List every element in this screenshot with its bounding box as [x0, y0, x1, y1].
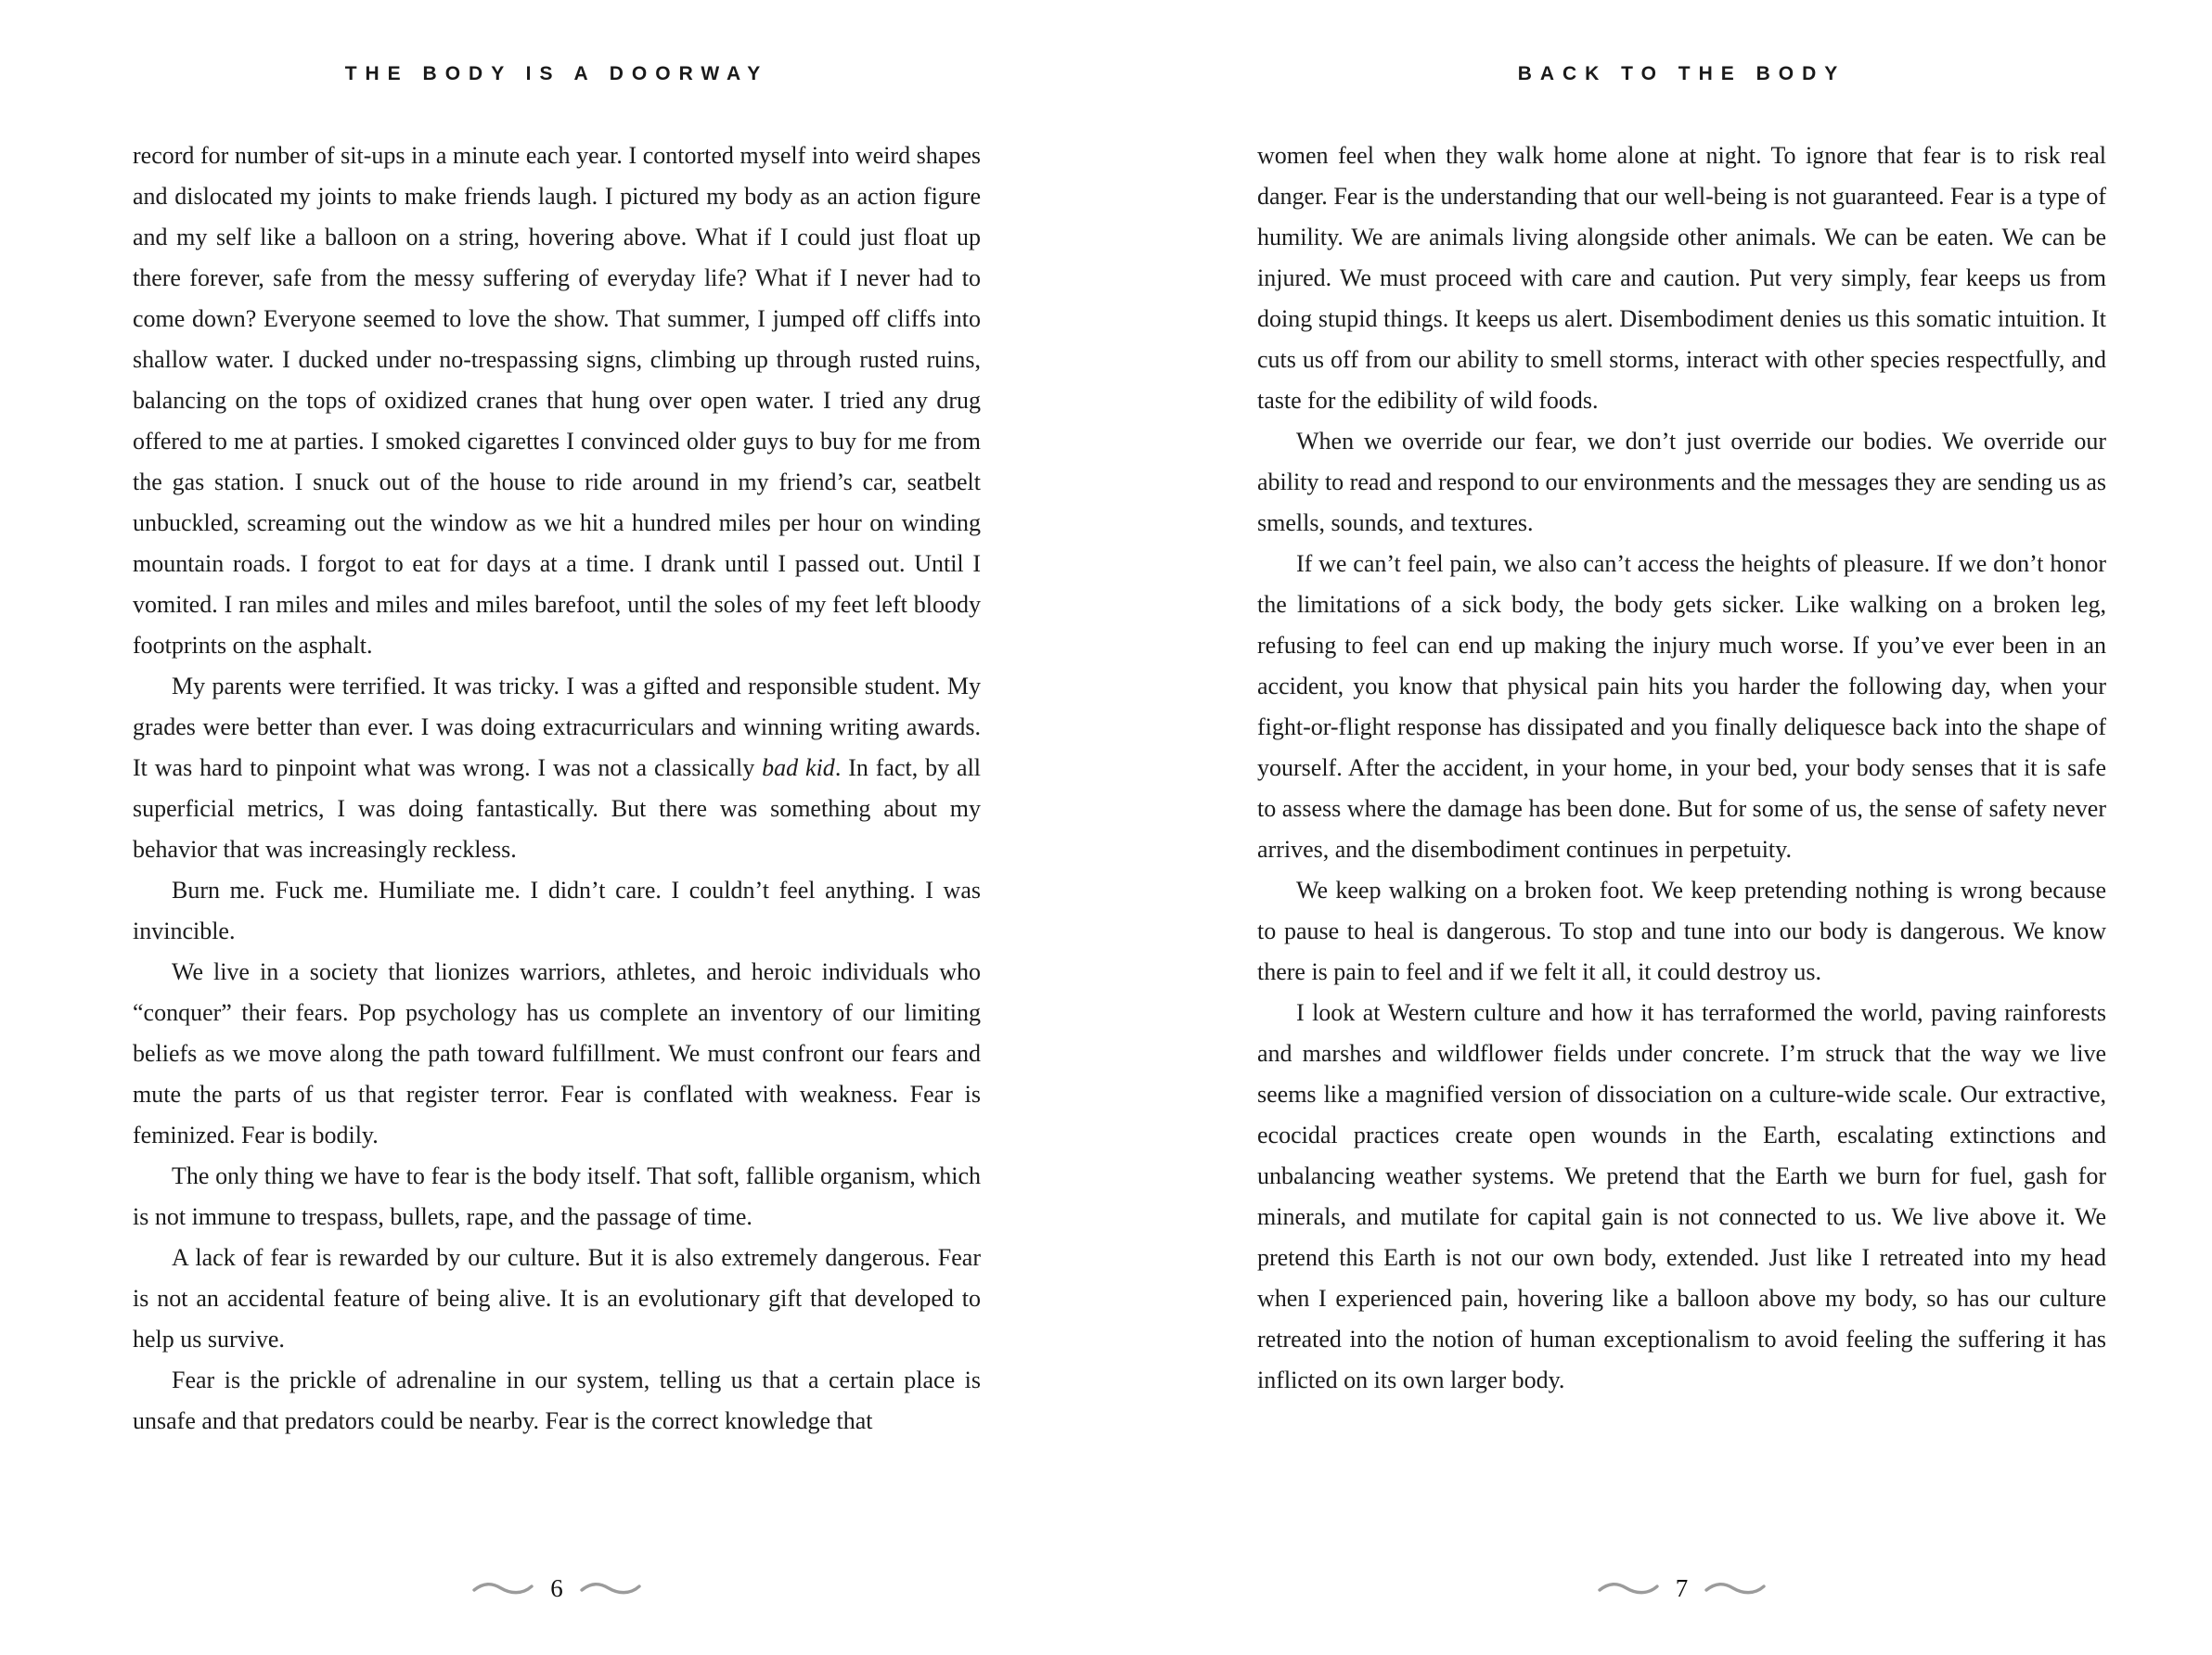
text-run: We keep walking on a broken foot. We keep pretending nothing is wrong because to pause to heal is dangerous. To stop and tune into our body is dangerous. We know there is pain to feel and if we felt it all, it could destroy us.: [1257, 877, 2106, 985]
paragraph: [1257, 135, 2106, 421]
swash-ornament-icon: [1704, 1580, 1766, 1597]
text-run: I look at Western culture and how it has terraformed the world, paving rainforests and marshes and wildflower fields under concrete. I’m struck that the way we live seems like a magnified version of dissociation on a culture-wide scale. Our extractive, ecocidal practices create open wounds in the Earth, escalating extinctions and unbalancing weather systems. We pretend that the Earth we burn for fuel, gash for minerals, and mutilate for capital gain is not connected to us. We live above it. We pretend this Earth is not our own body, extended. Just like I retreated into my head when I experienced pain, hovering like a balloon above my body, so has our culture retreated into the notion of human exceptionalism to avoid feeling the suffering it has inflicted on its own larger body.: [1257, 999, 2106, 1393]
swash-ornament-icon: [580, 1580, 641, 1597]
swash-ornament-icon: [1598, 1580, 1659, 1597]
paragraph: [133, 1360, 981, 1442]
text-run: record for number of sit-ups in a minute each year. I contorted myself into weird shapes and dislocated my joints to make friends laugh. I pictured my body as an action figure and my self like a balloon on a string, hovering above. What if I could just float up there forever, safe from the messy suffering of everyday life? What if I never had to come down? Everyone seemed to love the show. That summer, I jumped off cliffs into shallow water. I ducked under no-trespassing signs, climbing up through rusted ruins, balancing on the tops of oxidized cranes that hung over open water. I tried any drug offered to me at parties. I smoked cigarettes I convinced older guys to buy for me from the gas station. I snuck out of the house to ride around in my friend’s car, seatbelt unbuckled, screaming out the window as we hit a hundred miles per hour on winding mountain roads. I forgot to eat for days at a time. I drank until I passed out. Until I vomited. I ran miles and miles and miles barefoot, until the soles of my feet left bloody footprints on the asphalt.: [133, 142, 981, 659]
swash-ornament-icon: [472, 1580, 534, 1597]
text-run: Burn me. Fuck me. Humiliate me. I didn’t care. I couldn’t feel anything. I was invincible.: [133, 877, 981, 944]
text-run: My parents were terrified. It was tricky. I was a gifted and responsible student. My grades were better than ever. I was doing extracurriculars and winning writing awards. It was hard to pinpoint what was wrong. I was not a classically: [133, 673, 981, 781]
page-left-body-text: [133, 135, 981, 1442]
paragraph: [1257, 421, 2106, 544]
paragraph: [133, 135, 981, 666]
text-run: If we can’t feel pain, we also can’t access the heights of pleasure. If we don’t honor the limitations of a sick body, the body gets sicker. Like walking on a broken leg, refusing to feel can end up making the injury much worse. If you’ve ever been in an accident, you know that physical pain hits you harder the following day, when your fight-or-flight response has dissipated and you finally deliquesce back into the shape of yourself. After the accident, in your home, in your bed, your body senses that it is safe to assess where the damage has been done. But for some of us, the sense of safety never arrives, and the disembodiment continues in perpetuity.: [1257, 550, 2106, 863]
running-head-left: THE BODY IS A DOORWAY: [344, 63, 769, 84]
page-right: [1257, 0, 2106, 1655]
text-run: . In fact, by all superficial metrics, I was doing fantastically. But there was something about my behavior that was increasingly reckless.: [133, 754, 982, 863]
paragraph: [133, 666, 981, 870]
page-number-left: 6: [550, 1573, 563, 1602]
text-run: The only thing we have to fear is the body itself. That soft, fallible organism, which is not immune to trespass, bullets, rape, and the passage of time.: [133, 1162, 981, 1230]
text-run: women feel when they walk home alone at night. To ignore that fear is to risk real danger. Fear is the understanding that our well-being is not guaranteed. Fear is a type of humility. We are animals living alongside other animals. We can be eaten. We can be injured. We must proceed with care and caution. Put very simply, fear keeps us from doing stupid things. It keeps us alert. Disembodiment denies us this somatic intuition. It cuts us off from our ability to smell storms, interact with other species respectfully, and taste for the edibility of wild foods.: [1257, 142, 2106, 414]
page-right-footer: [1257, 1570, 2106, 1607]
paragraph: [133, 952, 981, 1156]
page-right-body-text: [1257, 135, 2106, 1401]
page-left-footer: [133, 1570, 981, 1607]
paragraph: [1257, 993, 2106, 1401]
text-run: A lack of fear is rewarded by our culture. But it is also extremely dangerous. Fear is not an accidental feature of being alive. It is an evolutionary gift that developed to help us survive.: [133, 1244, 981, 1353]
italic-text-run: bad kid: [762, 754, 835, 781]
page-left: [133, 0, 981, 1655]
text-run: Fear is the prickle of adrenaline in our system, telling us that a certain place is unsafe and that predators could be nearby. Fear is the correct knowledge that: [133, 1366, 981, 1434]
paragraph: [133, 870, 981, 952]
text-run: We live in a society that lionizes warriors, athletes, and heroic individuals who “conquer” their fears. Pop psychology has us complete an inventory of our limiting beliefs as we move along the path toward fulfillment. We must confront our fears and mute the parts of us that register terror. Fear is conflated with weakness. Fear is feminized. Fear is bodily.: [133, 958, 981, 1148]
paragraph: [133, 1238, 981, 1360]
paragraph: [1257, 544, 2106, 870]
paragraph: [133, 1156, 981, 1238]
page-number-right: 7: [1675, 1573, 1689, 1602]
running-head-right: BACK TO THE BODY: [1517, 63, 1846, 84]
paragraph: [1257, 870, 2106, 993]
text-run: When we override our fear, we don’t just override our bodies. We override our ability to read and respond to our environments and the messages they are sending us as smells, sounds, and textures.: [1257, 428, 2106, 536]
